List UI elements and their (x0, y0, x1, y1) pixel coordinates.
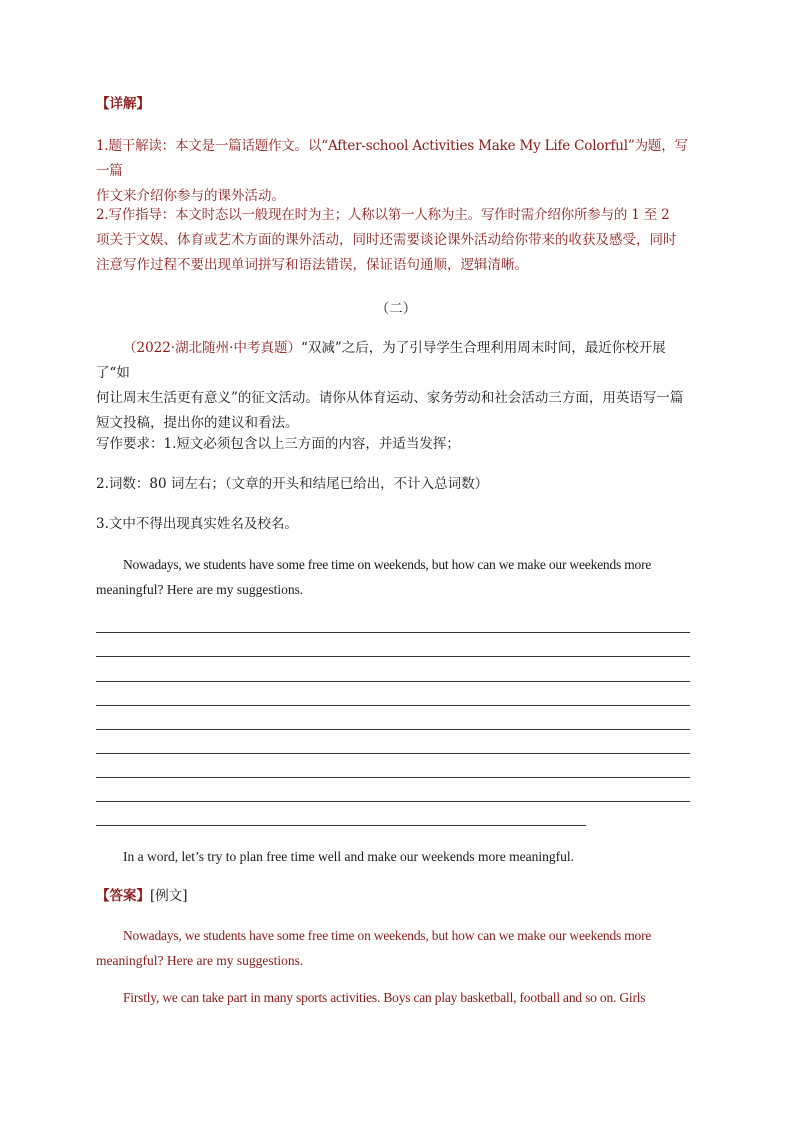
prompt-start-line-2: meaningful? Here are my suggestions. (96, 582, 304, 597)
detail-p2-line-2: 项关于文娱、体育或艺术方面的课外活动，同时还需要谈论课外活动给你带来的收获及感受，同时 (96, 232, 677, 248)
detail-p2-line-1: 2.写作指导：本文时态以一般现在时为主；人称以第一人称为主。写作时需介绍你所参与的 1 至 2 (96, 207, 670, 223)
writing-line-1[interactable] (96, 632, 690, 633)
answer-paragraph-2 (96, 985, 696, 1010)
question-paragraph (96, 336, 696, 436)
detail-p1-line-2: 作文来介绍你参与的课外活动。 (96, 188, 285, 204)
question-line-2: 何让周末生活更有意义”的征文活动。请你从体育运动、家务劳动和社会活动三方面，用英语写一篇 (96, 390, 684, 406)
detail-paragraph-2 (96, 203, 696, 278)
answer-p2-line-1: Firstly, we can take part in many sports activities. Boys can play basketball, football and so on. Girls (123, 990, 646, 1005)
writing-line-9[interactable] (96, 825, 586, 826)
requirement-3: 3.文中不得出现真实姓名及校名。 (96, 516, 298, 532)
requirement-2: 2.词数：80 词左右；（文章的开头和结尾已给出，不计入总词数） (96, 476, 489, 492)
question-line-1 (96, 336, 696, 386)
answer-tag: [例文] (150, 888, 188, 904)
writing-line-4[interactable] (96, 705, 690, 706)
answer-p1-line-1: Nowadays, we students have some free time on weekends, but how can we make our weekends more (123, 928, 652, 943)
answer-heading (96, 884, 696, 909)
prompt-end-line: In a word, let’s try to plan free time well and make our weekends more meaningful. (123, 849, 574, 864)
answer-paragraph-1 (96, 923, 696, 973)
detail-p1-line-1: 1.题干解读：本文是一篇话题作文。以“After-school Activities Make My Life Colorful”为题，写一篇 (96, 138, 688, 179)
prompt-start-line-1: Nowadays, we students have some free time on weekends, but how can we make our weekends more (123, 557, 652, 572)
writing-line-7[interactable] (96, 777, 690, 778)
prompt-end (96, 844, 696, 869)
answer-label: 【答案】 (96, 888, 150, 904)
writing-line-5[interactable] (96, 729, 690, 730)
detail-p2-line-3: 注意写作过程不要出现单词拼写和语法错误，保证语句通顺，逻辑清晰。 (96, 257, 528, 273)
section-number: （二） (375, 301, 417, 317)
writing-line-2[interactable] (96, 656, 690, 657)
writing-line-6[interactable] (96, 753, 690, 754)
question-line-3: 短文投稿，提出你的建议和看法。 (96, 415, 299, 431)
requirement-1: 写作要求：1.短文必须包含以上三方面的内容，并适当发挥； (96, 436, 460, 452)
question-text-1: “双减”之后，为了引导学生合理利用周末时间，最近你校开展了“如 (96, 340, 666, 381)
detail-paragraph-1 (96, 134, 696, 209)
writing-line-8[interactable] (96, 801, 690, 802)
detail-heading: 【详解】 (96, 96, 150, 112)
answer-p1-line-2: meaningful? Here are my suggestions. (96, 953, 304, 968)
prompt-start (96, 552, 696, 602)
question-source: （2022·湖北随州·中考真题） (123, 340, 301, 356)
writing-line-3[interactable] (96, 681, 690, 682)
